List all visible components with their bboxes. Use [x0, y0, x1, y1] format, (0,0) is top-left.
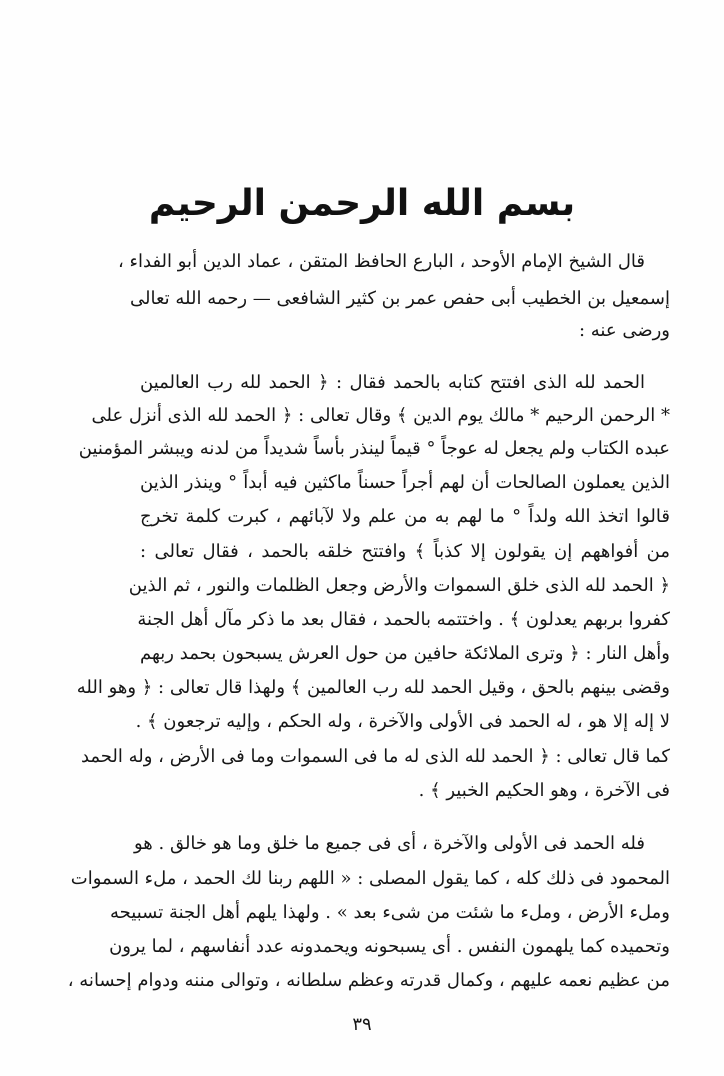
text-line: من أفواههم إن يقولون إلا كذباً ﴾ وافتتح خلقه بالحمد ، فقال تعالى : [140, 541, 670, 562]
text-line: وملء الأرض ، وملء ما شئت من شىء بعد » . ولهذا يلهم أهل الجنة تسبيحه [110, 902, 670, 923]
text-line: وقضى بينهم بالحق ، وقيل الحمد لله رب العالمين ﴾ ولهذا قال تعالى : ﴿ وهو الله [76, 677, 670, 698]
text-line: قالوا اتخذ الله ولداً ° ما لهم به من علم ولا لآبائهم ، كبرت كلمة تخرج [140, 506, 670, 527]
text-line: الذين يعملون الصالحات أن لهم أجراً حسناً ماكثين فيه أبداً ° وينذر الذين [140, 472, 670, 493]
text-line: فله الحمد فى الأولى والآخرة ، أى فى جميع ما خلق وما هو خالق . هو [133, 833, 645, 854]
text-line: من عظيم نعمه عليهم ، وكمال قدرته وعظم سلطانه ، وتوالى مننه ودوام إحسانه ، [67, 970, 670, 991]
text-line: الحمد لله الذى افتتح كتابه بالحمد فقال : ﴿ الحمد لله رب العالمين [140, 372, 645, 393]
text-line: المحمود فى ذلك كله ، كما يقول المصلى : « اللهم ربنا لك الحمد ، ملء السموات [70, 868, 670, 889]
text-line: فى الآخرة ، وهو الحكيم الخبير ﴾ . [418, 780, 670, 801]
text-line: وأهل النار : ﴿ وترى الملائكة حافين من حول العرش يسبحون بحمد ربهم [140, 643, 670, 664]
text-line: وتحميده كما يلهمون النفس . أى يسبحونه ويحمدونه عدد أنفاسهم ، لما يرون [109, 936, 670, 957]
basmala-heading: بسم الله الرحمن الرحيم [148, 183, 576, 224]
text-line: ورضى عنه : [578, 320, 670, 341]
text-line: كفروا بربهم يعدلون ﴾ . واختتمه بالحمد ، فقال بعد ما ذكر مآل أهل الجنة [137, 609, 670, 630]
text-line: ﴿ الحمد لله الذى خلق السموات والأرض وجعل الظلمات والنور ، ثم الذين [128, 575, 670, 596]
text-line: عبده الكتاب ولم يجعل له عوجاً ° قيماً لينذر بأساً شديداً من لدنه ويبشر المؤمنين [78, 438, 670, 459]
text-line: لا إله إلا هو ، له الحمد فى الأولى والآخرة ، وله الحكم ، وإليه ترجعون ﴾ . [135, 711, 670, 732]
page-number: ٣٩ [352, 1014, 372, 1035]
text-line: إسمعيل بن الخطيب أبى حفص عمر بن كثير الشافعى — رحمه الله تعالى [130, 288, 670, 309]
text-line: كما قال تعالى : ﴿ الحمد لله الذى له ما فى السموات وما فى الأرض ، وله الحمد [80, 746, 670, 767]
text-line: * الرحمن الرحيم * مالك يوم الدين ﴾ وقال تعالى : ﴿ الحمد لله الذى أنزل على [91, 405, 670, 426]
text-line: قال الشيخ الإمام الأوحد ، البارع الحافظ المتقن ، عماد الدين أبو الفداء ، [118, 251, 645, 272]
